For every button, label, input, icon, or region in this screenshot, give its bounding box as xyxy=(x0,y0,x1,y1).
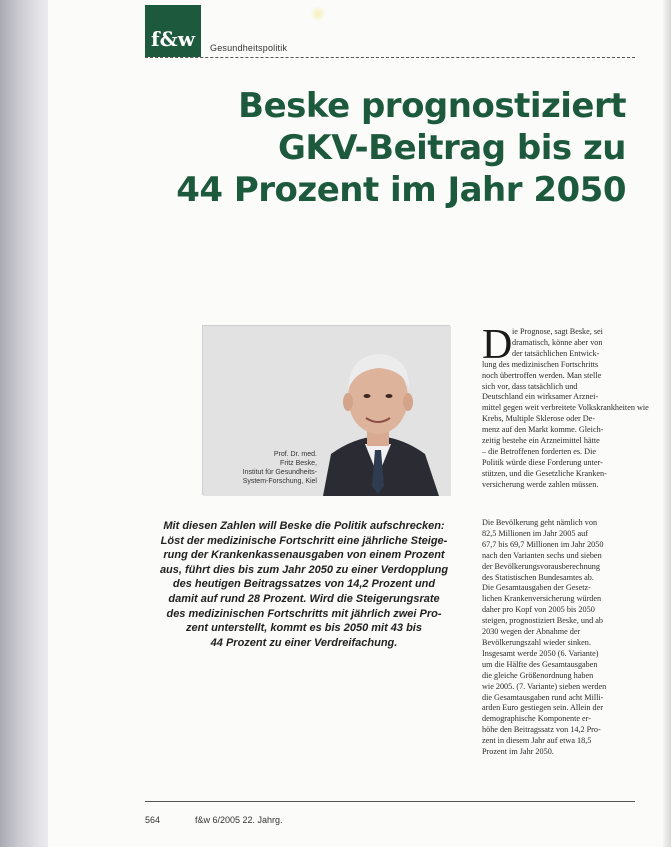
magazine-issue: f&w 6/2005 22. Jahrg. xyxy=(195,815,283,825)
body-line: 2030 wegen der Abnahme der xyxy=(482,627,581,637)
caption-line: System-Forschung, Kiel xyxy=(242,478,317,485)
body-line: Insgesamt werde 2050 (6. Variante) xyxy=(482,648,599,658)
drop-cap: D xyxy=(482,322,513,368)
body-line: mittel gegen weit verbreitete Volkskrankheiten wie xyxy=(482,403,649,413)
body-line: dramatisch, könne aber von xyxy=(512,337,603,347)
photo-caption xyxy=(207,450,317,486)
body-line: des Statistischen Bundesamtes ab. xyxy=(482,572,594,582)
body-line: lung des medizinischen Fortschritts xyxy=(482,359,599,369)
body-line: zeitig bestehe ein Arzneimittel hätte xyxy=(482,436,600,446)
header-divider xyxy=(145,57,635,58)
caption-line: Prof. Dr. med. xyxy=(273,451,317,458)
headline-line: GKV-Beitrag bis zu xyxy=(277,128,626,168)
teaser-line: Löst der medizinische Fortschritt eine jährliche Steige- xyxy=(160,534,448,547)
body-line: höhe den Beitragssatz von 14,2 Pro- xyxy=(482,725,601,735)
body-line: sich vor, dass tatsächlich und xyxy=(482,381,578,391)
body-line: die gleiche Größenordnung haben xyxy=(482,670,594,680)
body-line: Die Gesamtausgaben der Gesetz- xyxy=(482,583,591,593)
teaser-line: des medizinischen Fortschritts mit jährlich zwei Pro- xyxy=(166,607,442,620)
body-line: Deutschland ein wirksamer Arznei- xyxy=(482,392,599,402)
body-line: zent in diesem Jahr auf etwa 18,5 xyxy=(482,736,592,746)
body-line: um die Hälfte des Gesamtausgaben xyxy=(482,659,598,669)
body-line: – die Betroffenen forderten es. Die xyxy=(482,446,596,456)
body-line: demographische Komponente er- xyxy=(482,714,591,724)
teaser-line: 44 Prozent zu einer Verdreifachung. xyxy=(210,636,398,649)
body-line: ie Prognose, sagt Beske, sei xyxy=(512,327,603,336)
teaser-line: zent unterstellt, kommt es bis 2050 mit 43 bis xyxy=(186,622,422,635)
highlight-mark xyxy=(310,6,326,22)
body-line: Bevölkerungszahl wieder sinken. xyxy=(482,637,591,647)
footer-divider xyxy=(145,801,635,802)
caption-line: Institut für Gesundheits- xyxy=(242,469,317,476)
headline-line: Beske prognostiziert xyxy=(238,86,626,126)
body-line: menz auf den Markt komme. Gleich- xyxy=(482,425,604,435)
body-column-a xyxy=(482,322,649,491)
body-line: der Bevölkerungsvorausberechnung xyxy=(482,561,600,571)
body-line: arden Euro gestiegen sein. Allein der xyxy=(482,703,603,713)
headline-line: 44 Prozent im Jahr 2050 xyxy=(176,170,626,210)
magazine-logo: f&w xyxy=(145,5,201,57)
body-line: Politik würde diese Forderung unter- xyxy=(482,457,603,467)
teaser-line: des heutigen Beitragssatzes von 14,2 Prozent und xyxy=(172,578,436,591)
body-line: wie 2005. (7. Variante) sieben werden xyxy=(482,681,607,691)
teaser-line: damit auf rund 28 Prozent. Wird die Steigerungsrate xyxy=(168,592,440,605)
page-edge xyxy=(663,0,671,847)
body-line: Die Bevölkerung geht nämlich von xyxy=(482,518,598,527)
teaser-line: aus, führt dies bis zum Jahr 2050 zu einer Verdopplung xyxy=(159,563,449,576)
section-label: Gesundheitspolitik xyxy=(210,43,288,53)
teaser-line: Mit diesen Zahlen will Beske die Politik aufschrecken: xyxy=(163,520,445,532)
page-number: 564 xyxy=(145,815,161,825)
body-line: steigen, prognostiziert Beske, und ab xyxy=(482,616,603,626)
body-line: 82,5 Millionen im Jahr 2005 auf xyxy=(482,528,588,538)
article-teaser xyxy=(150,519,458,650)
body-line: lichen Krankenversicherung würden xyxy=(482,594,602,604)
body-line: der tatsächlichen Entwick- xyxy=(512,348,600,358)
teaser-line: rung der Krankenkassenausgaben von einem Prozent xyxy=(163,549,445,562)
body-line: nach den Varianten sechs und sieben xyxy=(482,550,602,560)
body-column-b xyxy=(482,518,630,758)
body-line: 67,7 bis 69,7 Millionen im Jahr 2050 xyxy=(482,539,604,549)
article-headline xyxy=(150,85,626,211)
body-line: Prozent im Jahr 2050. xyxy=(482,747,554,757)
body-line: noch übertroffen werden. Man stelle xyxy=(482,370,602,380)
body-line: daher pro Kopf von 2005 bis 2050 xyxy=(482,605,595,615)
body-line: stützen, und die Gesetzliche Kranken- xyxy=(482,468,607,478)
body-line: Krebs, Multiple Sklerose oder De- xyxy=(482,414,596,424)
body-line: die Gesamtausgaben rund acht Milli- xyxy=(482,692,604,702)
caption-line: Fritz Beske, xyxy=(280,460,317,467)
body-line: versicherung werde zahlen müssen. xyxy=(482,479,599,489)
